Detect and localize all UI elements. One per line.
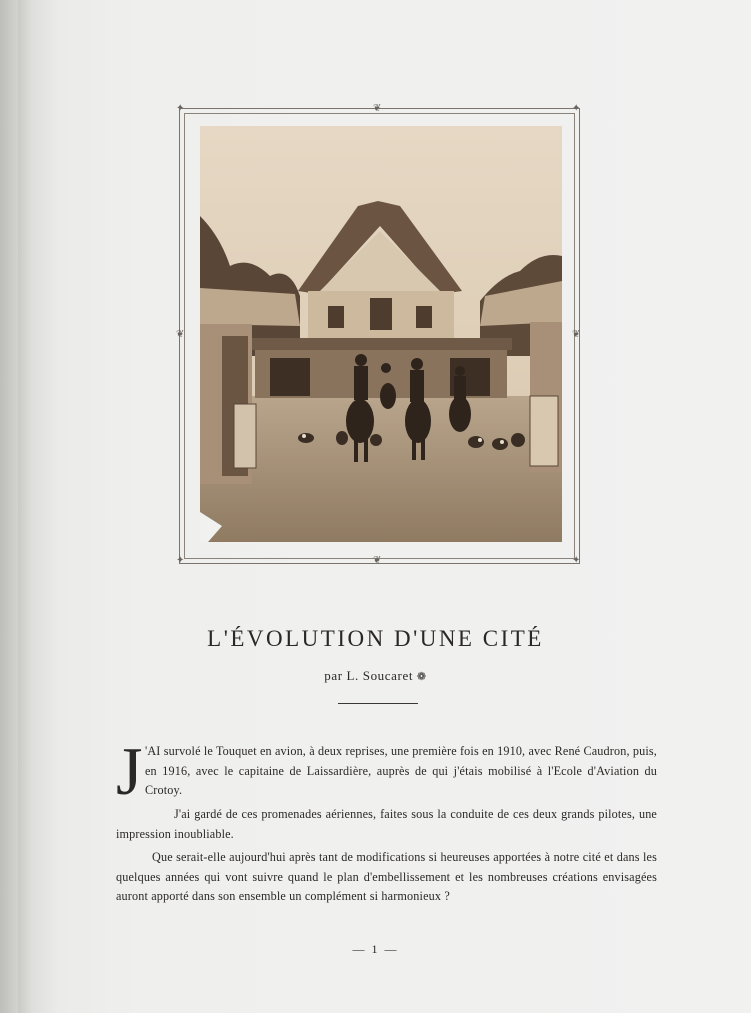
page-number: — 1 — (352, 942, 399, 956)
paragraph-3: Que serait-elle aujourd'hui après tant de modifications si heureuses apportées à notre cité et dans les quelques années qui vont suivre quand le plan d'embellissement et les nombreuses créations envisagées auront apporté dans son ensemble un complément si harmonieux ? (116, 850, 657, 903)
drop-cap: J (116, 733, 143, 809)
frame-right-ornament: ❦ (572, 329, 581, 340)
paragraph-2: J'ai gardé de ces promenades aériennes, faites sous la conduite de ces deux grands pilotes, une impression inoubliable. (116, 807, 657, 841)
frame-bottom-ornament: ❦ (373, 555, 382, 566)
hunt-photograph (200, 126, 562, 542)
frame-corner-ornament: ✦ (176, 555, 185, 566)
frame-corner-ornament: ✦ (572, 555, 581, 566)
book-spine (0, 0, 18, 1013)
article-byline (0, 668, 751, 684)
title-separator (338, 703, 418, 704)
byline-decoration-icon: ❁ (416, 671, 427, 683)
frame-corner-ornament: ✦ (176, 103, 185, 114)
frame-left-ornament: ❦ (176, 329, 185, 340)
paragraph-1: 'AI survolé le Touquet en avion, à deux reprises, une première fois en 1910, avec René Caudron, puis, en 1916, avec le capitaine de Laissardière, auprès de qui j'étais mobilisé à l'Ecole d'Aviation du Crotoy. (145, 744, 657, 797)
frame-top-ornament: ❦ (373, 103, 382, 114)
article-title: L'ÉVOLUTION D'UNE CITÉ (207, 626, 544, 651)
byline-text: par L. Soucaret (324, 668, 414, 683)
frame-corner-ornament: ✦ (572, 103, 581, 114)
